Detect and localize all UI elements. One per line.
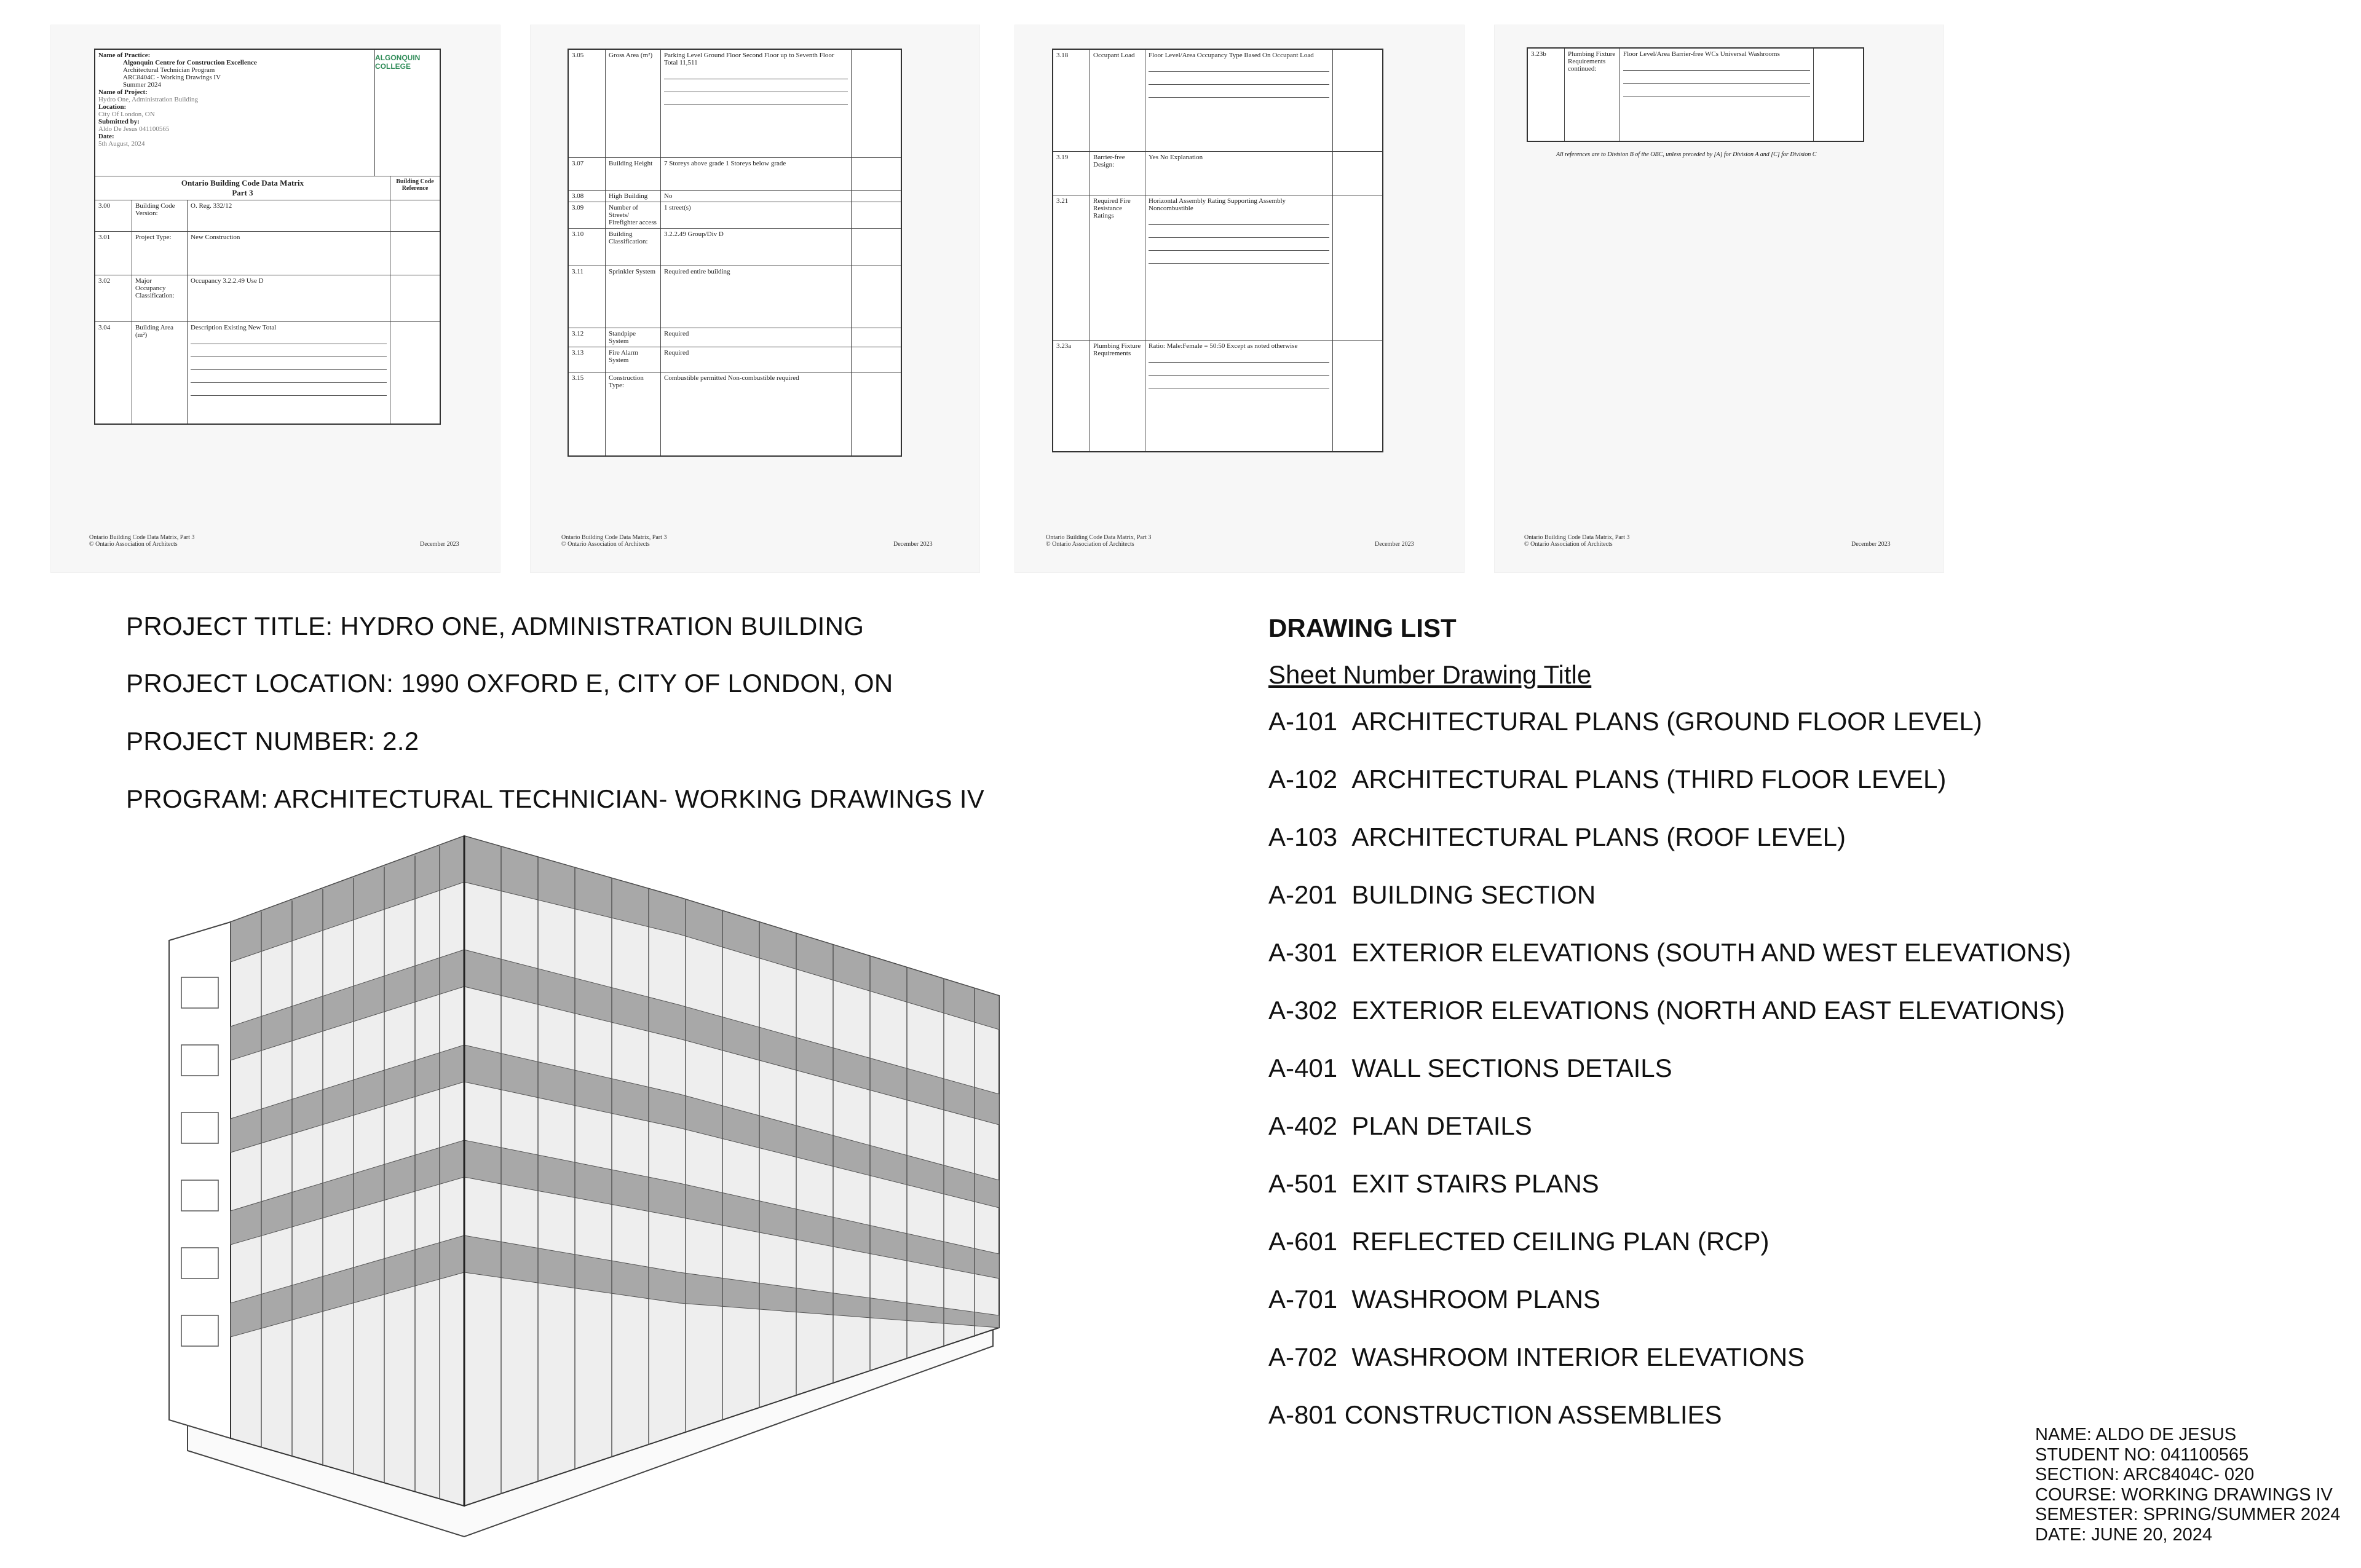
row-number: 3.09 <box>569 202 606 228</box>
drawing-title: EXTERIOR ELEVATIONS (SOUTH AND WEST ELEVATIONS) <box>1351 938 2071 967</box>
row-label: Occupant Load <box>1090 50 1145 151</box>
sheet-number: A-301 <box>1268 938 1338 967</box>
row-value: 3.2.2.49 Group/Div D <box>661 229 852 266</box>
row-value: Required <box>661 347 852 372</box>
page-footer <box>1524 534 1629 548</box>
project-number: PROJECT NUMBER: 2.2 <box>126 727 419 755</box>
drawing-list-item <box>1268 765 1946 794</box>
footer-sub: © Ontario Association of Architects <box>1524 541 1613 548</box>
building-perspective-image <box>157 824 1030 1549</box>
matrix-title: Ontario Building Code Data Matrix <box>181 178 304 187</box>
row-label: Barrier-free Design: <box>1090 152 1145 195</box>
row-number: 3.00 <box>95 200 132 231</box>
row-value: Ratio: Male:Female = 50:50 Except as noted otherwise <box>1149 342 1298 350</box>
row-number: 3.07 <box>569 158 606 190</box>
footer-right: December 2023 <box>893 541 933 548</box>
row-number: 3.12 <box>569 328 606 347</box>
sheet-number: A-302 <box>1268 996 1338 1025</box>
obc-matrix-page-3 <box>1014 25 1465 573</box>
drawing-list-title: DRAWING LIST <box>1268 613 1457 642</box>
matrix-sheet-2 <box>568 49 902 457</box>
obc-matrix-page-1 <box>50 25 500 573</box>
matrix-sheet-3 <box>1052 49 1383 452</box>
submitted-value: Aldo De Jesus 041100565 <box>98 125 170 133</box>
row-label: Plumbing Fixture Requirements <box>1090 341 1145 451</box>
student-number: STUDENT NO: 041100565 <box>2035 1444 2249 1465</box>
practice-line: Algonquin Centre for Construction Excellence <box>123 59 257 66</box>
row-number: 3.15 <box>569 372 606 455</box>
row-number: 3.01 <box>95 232 132 275</box>
references-note: All references are to Division B of the OBC, unless preceded by [A] for Division A and [C] for Division C <box>1556 151 1817 158</box>
row-value: Description Existing New Total <box>191 324 277 331</box>
project-label: Name of Project: <box>98 89 148 96</box>
drawing-list-item <box>1268 1054 1672 1083</box>
row-label: Major Occupancy Classification: <box>132 275 188 321</box>
row-value: Yes No Explanation <box>1145 152 1333 195</box>
row-label: Building Classification: <box>606 229 661 266</box>
drawing-list-item <box>1268 880 1596 910</box>
drawing-title: ARCHITECTURAL PLANS (THIRD FLOOR LEVEL) <box>1351 765 1947 794</box>
row-number: 3.10 <box>569 229 606 266</box>
sheet-number: A-701 <box>1268 1285 1338 1314</box>
student-course: COURSE: WORKING DRAWINGS IV <box>2035 1484 2333 1505</box>
row-number: 3.21 <box>1053 195 1090 340</box>
row-number: 3.23a <box>1053 341 1090 451</box>
student-semester: SEMESTER: SPRING/SUMMER 2024 <box>2035 1505 2341 1524</box>
drawing-title: BUILDING SECTION <box>1351 880 1596 909</box>
practice-line: ARC8404C - Working Drawings IV <box>123 74 221 81</box>
row-number: 3.02 <box>95 275 132 321</box>
location-value: City Of London, ON <box>98 111 155 118</box>
practice-label: Name of Practice: <box>98 52 151 59</box>
sheet-number: A-702 <box>1268 1342 1338 1371</box>
row-value: Horizontal Assembly Rating Supporting Assembly Noncombustible <box>1149 197 1286 212</box>
drawing-title: WASHROOM PLANS <box>1351 1285 1600 1314</box>
drawing-title: WALL SECTIONS DETAILS <box>1351 1054 1672 1082</box>
drawing-title: CONSTRUCTION ASSEMBLIES <box>1344 1400 1722 1429</box>
sheet-number: A-103 <box>1268 822 1338 851</box>
project-title: PROJECT TITLE: HYDRO ONE, ADMINISTRATION BUILDING <box>126 612 864 640</box>
row-number: 3.18 <box>1053 50 1090 151</box>
row-label: Building Code Version: <box>132 200 188 231</box>
footer-left: Ontario Building Code Data Matrix, Part 3 <box>1524 534 1630 541</box>
program: PROGRAM: ARCHITECTURAL TECHNICIAN- WORKING DRAWINGS IV <box>126 784 985 813</box>
row-value: New Construction <box>188 232 390 275</box>
footer-left: Ontario Building Code Data Matrix, Part 3 <box>89 534 195 541</box>
practice-line: Architectural Technician Program <box>123 66 215 74</box>
drawing-list-item <box>1268 1169 1599 1199</box>
footer-right: December 2023 <box>1851 541 1891 548</box>
row-value: Required <box>661 328 852 347</box>
drawing-title: ARCHITECTURAL PLANS (ROOF LEVEL) <box>1351 822 1846 851</box>
row-value: Combustible permitted Non-combustible required <box>661 372 852 455</box>
footer-right: December 2023 <box>1375 541 1414 548</box>
row-label: Required Fire Resistance Ratings <box>1090 195 1145 340</box>
page-footer <box>1046 534 1151 548</box>
page-footer <box>89 534 194 548</box>
drawing-title: WASHROOM INTERIOR ELEVATIONS <box>1351 1342 1805 1371</box>
row-number: 3.13 <box>569 347 606 372</box>
row-number: 3.11 <box>569 266 606 328</box>
footer-sub: © Ontario Association of Architects <box>89 541 178 548</box>
sheet-number: A-801 <box>1268 1400 1338 1429</box>
date-label: Date: <box>98 133 114 140</box>
location-label: Location: <box>98 103 127 111</box>
matrix-part: Part 3 <box>232 188 253 197</box>
page-footer <box>561 534 666 548</box>
row-label: Building Height <box>606 158 661 190</box>
student-name: NAME: ALDO DE JESUS <box>2035 1425 2237 1444</box>
drawing-list-item <box>1268 1111 1532 1141</box>
row-label: Number of Streets/ Firefighter access <box>606 202 661 228</box>
matrix-sheet-1 <box>94 49 441 425</box>
algonquin-logo: ALGONQUIN COLLEGE <box>375 53 421 71</box>
submitted-label: Submitted by: <box>98 118 140 125</box>
drawing-list-item <box>1268 1400 1722 1430</box>
row-value: Floor Level/Area Barrier-free WCs Universal Washrooms <box>1623 50 1780 58</box>
row-value: Required entire building <box>661 266 852 328</box>
footer-left: Ontario Building Code Data Matrix, Part 3 <box>561 534 667 541</box>
drawing-list-item <box>1268 996 2065 1025</box>
drawing-list-item <box>1268 938 2071 967</box>
drawing-list-item <box>1268 822 1846 852</box>
student-info-block <box>2035 1425 2340 1545</box>
row-label: Project Type: <box>132 232 188 275</box>
reference-header: Building Code Reference <box>396 178 434 192</box>
project-name: Hydro One, Administration Building <box>98 96 198 103</box>
drawing-title: REFLECTED CEILING PLAN (RCP) <box>1351 1227 1770 1256</box>
row-value: 7 Storeys above grade 1 Storeys below grade <box>661 158 852 190</box>
student-date: DATE: JUNE 20, 2024 <box>2035 1524 2212 1545</box>
row-label: Fire Alarm System <box>606 347 661 372</box>
obc-matrix-page-4 <box>1494 25 1944 573</box>
row-label: Sprinkler System <box>606 266 661 328</box>
drawing-title: PLAN DETAILS <box>1351 1111 1532 1140</box>
footer-right: December 2023 <box>420 541 459 548</box>
sheet-number: A-501 <box>1268 1169 1338 1198</box>
sheet-number: A-102 <box>1268 765 1338 794</box>
row-label: Building Area (m²) <box>132 322 188 424</box>
row-value: Parking Level Ground Floor Second Floor up to Seventh Floor Total 11,511 <box>664 52 834 66</box>
drawing-list-item <box>1268 1342 1805 1372</box>
sheet-number: A-201 <box>1268 880 1338 909</box>
row-number: 3.04 <box>95 322 132 424</box>
row-value: Floor Level/Area Occupancy Type Based On Occupant Load <box>1149 52 1314 59</box>
footer-sub: © Ontario Association of Architects <box>1046 541 1134 548</box>
obc-matrix-page-2 <box>530 25 980 573</box>
row-value: No <box>661 191 852 202</box>
sheet-number: A-601 <box>1268 1227 1338 1256</box>
row-value: O. Reg. 332/12 <box>188 200 390 231</box>
row-value: Occupancy 3.2.2.49 Use D <box>188 275 390 321</box>
drawing-list-item <box>1268 1227 1770 1256</box>
drawing-title: ARCHITECTURAL PLANS (GROUND FLOOR LEVEL) <box>1351 707 1982 736</box>
row-label: Plumbing Fixture Requirements continued: <box>1565 49 1620 141</box>
drawing-list-item <box>1268 707 1982 736</box>
row-value: 1 street(s) <box>661 202 852 228</box>
row-number: 3.23b <box>1528 49 1565 141</box>
drawing-title: EXIT STAIRS PLANS <box>1351 1169 1599 1198</box>
row-number: 3.08 <box>569 191 606 202</box>
matrix-sheet-4 <box>1527 47 1864 142</box>
row-label: High Building <box>606 191 661 202</box>
drawing-list-header: Sheet Number Drawing Title <box>1268 660 1592 689</box>
sheet-number: A-402 <box>1268 1111 1338 1140</box>
date-value: 5th August, 2024 <box>98 140 145 148</box>
sheet-number: A-401 <box>1268 1054 1338 1082</box>
row-label: Construction Type: <box>606 372 661 455</box>
row-label: Gross Area (m²) <box>606 50 661 157</box>
footer-left: Ontario Building Code Data Matrix, Part 3 <box>1046 534 1152 541</box>
drawing-list-item <box>1268 1285 1600 1314</box>
practice-line: Summer 2024 <box>123 81 162 89</box>
row-number: 3.05 <box>569 50 606 157</box>
project-location: PROJECT LOCATION: 1990 OXFORD E, CITY OF LONDON, ON <box>126 669 893 698</box>
row-number: 3.19 <box>1053 152 1090 195</box>
drawing-title: EXTERIOR ELEVATIONS (NORTH AND EAST ELEVATIONS) <box>1351 996 2065 1025</box>
row-label: Standpipe System <box>606 328 661 347</box>
sheet-number: A-101 <box>1268 707 1338 736</box>
student-section: SECTION: ARC8404C- 020 <box>2035 1465 2255 1484</box>
footer-sub: © Ontario Association of Architects <box>561 541 650 548</box>
